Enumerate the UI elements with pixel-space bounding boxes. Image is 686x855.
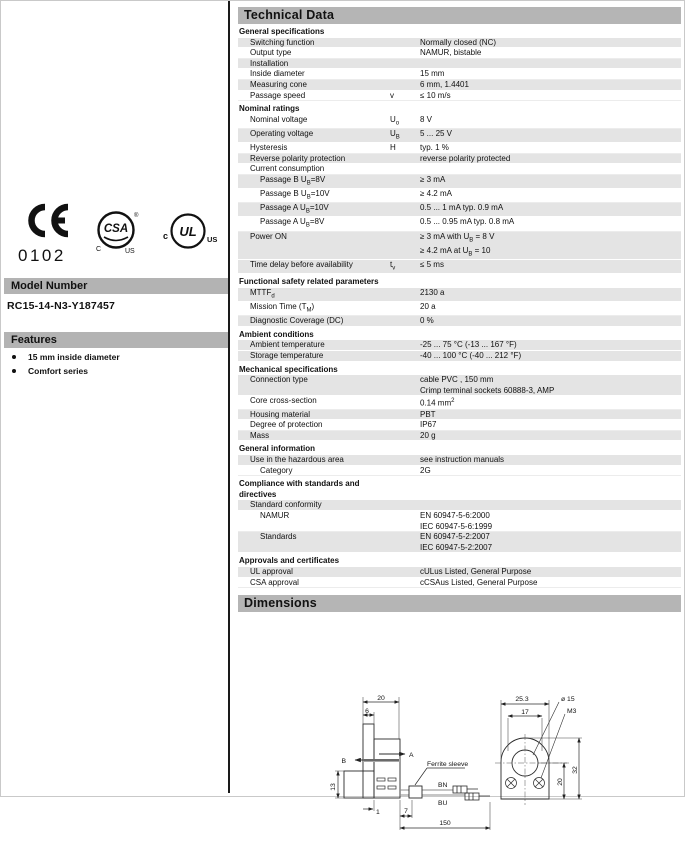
bullet-icon [12, 369, 16, 373]
bullet-icon [12, 355, 16, 359]
spec-label: Reverse polarity protection [250, 153, 346, 163]
spec-label: Category [260, 465, 293, 475]
spec-symbol: $U_o$ [390, 114, 400, 127]
sensing-plane [363, 759, 400, 762]
spec-label: CSA approval [250, 577, 299, 587]
spec-row [238, 143, 681, 154]
spec-label: Output type [250, 48, 292, 58]
spec-row [238, 288, 681, 302]
spec-value: ≤ 5 ms [420, 260, 444, 270]
dimension-drawing [326, 690, 681, 855]
section-header-label: Mechanical specifications [239, 364, 338, 374]
spec-row [238, 302, 681, 316]
section-header [238, 104, 681, 115]
spec-row [238, 129, 681, 143]
spec-symbol: H [390, 143, 396, 153]
spec-label: Switching function [250, 37, 315, 47]
dim-20b: 20 [557, 778, 564, 786]
spec-row [238, 532, 681, 553]
spec-row [238, 375, 681, 396]
spec-value: ≤ 10 m/s [420, 90, 451, 100]
crimp-terminals [453, 786, 490, 800]
ce-number: 0102 [18, 246, 66, 265]
dim-17: 17 [521, 709, 529, 717]
csa-us: US [125, 248, 135, 255]
spec-value: -25 ... 75 °C (-13 ... 167 °F) [420, 340, 517, 350]
section-header-label: Approvals and certificates [239, 556, 340, 566]
spec-row [238, 164, 681, 175]
spec-label: Housing material [250, 409, 311, 419]
main-column [232, 1, 686, 855]
spec-label: Passage A $U_B=8V$ [260, 217, 325, 230]
spec-label: Power ON [250, 231, 287, 241]
spec-label: Mass [250, 430, 270, 440]
spec-row [238, 340, 681, 351]
dim-7: 7 [404, 808, 408, 816]
spec-label: Passage B $U_B=10V$ [260, 189, 330, 201]
dim-6: 6 [365, 708, 369, 716]
spec-label: Measuring cone [250, 79, 307, 89]
spec-label: Degree of protection [250, 420, 323, 430]
spec-label: Connection type [250, 375, 308, 385]
spec-value: NAMUR, bistable [420, 48, 482, 58]
ferrite-sleeve [409, 786, 422, 798]
section-header [238, 27, 681, 38]
feature-item: 15 mm inside diameter [9, 350, 224, 364]
spec-value: 2130 a [420, 287, 445, 297]
spec-value: typ. 1 % [420, 143, 449, 153]
spec-row [238, 500, 681, 511]
spec-row [238, 59, 681, 70]
spec-value: cable PVC , 150 mm Crimp terminal sockets 60888-3, AMP [420, 375, 555, 395]
section-header [238, 556, 681, 567]
spec-value: 0.5 ... 1 mA typ. 0.9 mA [420, 203, 504, 213]
section-header-label: Nominal ratings [239, 104, 300, 114]
spec-row [238, 80, 681, 91]
dim-20: 20 [377, 695, 385, 703]
front-view [495, 700, 582, 805]
spec-value: 5 ... 25 V [420, 128, 453, 138]
section-header-label: General specifications [239, 27, 325, 36]
spec-value: cULus Listed, General Purpose [420, 566, 532, 576]
csa-logo [96, 212, 139, 255]
spec-value: reverse polarity protected [420, 153, 511, 163]
spec-row [238, 69, 681, 80]
spec-value: EN 60947-5-2:2007 IEC 60947-5-2:2007 [420, 532, 493, 552]
spec-label: Current consumption [250, 164, 325, 174]
spec-value: IP67 [420, 420, 437, 430]
spec-row [238, 578, 681, 589]
spec-label: Passage speed [250, 90, 306, 100]
model-number-header: Model Number [4, 278, 228, 294]
features-list [9, 350, 224, 378]
spec-label: Standards [260, 532, 297, 542]
spec-value: 15 mm [420, 69, 445, 79]
ul-logo [163, 215, 217, 248]
dim-32: 32 [572, 766, 579, 774]
spec-row [238, 455, 681, 466]
spec-label: Storage temperature [250, 350, 324, 360]
spec-value: ≥ 4.2 mA [420, 189, 452, 199]
section-header [238, 479, 681, 500]
spec-label: Core cross-section [250, 396, 317, 406]
section-header-label: Ambient conditions [239, 329, 314, 339]
csa-c: C [96, 246, 102, 253]
spec-label: Diagnostic Coverage (DC) [250, 316, 344, 326]
spec-value: 0.14 $mm^2$ [420, 398, 455, 408]
technical-data-table [238, 27, 681, 588]
spec-row [238, 316, 681, 327]
section-header [238, 365, 681, 376]
label-a: A [409, 752, 414, 760]
spec-label: Hysteresis [250, 143, 288, 153]
section-header [238, 444, 681, 455]
spec-label: Nominal voltage [250, 114, 308, 124]
section-header [238, 277, 681, 288]
spec-value: -40 ... 100 °C (-40 ... 212 °F) [420, 350, 522, 360]
section-header [238, 330, 681, 341]
dim-1: 1 [376, 809, 380, 817]
spec-row [238, 217, 681, 231]
spec-label: Inside diameter [250, 69, 305, 79]
svg-text:CSA: CSA [103, 223, 129, 235]
spec-label: Ambient temperature [250, 340, 325, 350]
dim-13: 13 [330, 783, 337, 791]
spec-value: ≥ 3 mA [420, 174, 446, 184]
spec-value: 8 V [420, 114, 433, 124]
technical-data-header: Technical Data [238, 7, 681, 24]
spec-value: PBT [420, 409, 436, 419]
svg-text:UL: UL [179, 224, 197, 239]
spec-row [238, 91, 681, 102]
certification-logos [1, 196, 230, 268]
spec-label: UL approval [250, 566, 293, 576]
spec-row [238, 511, 681, 532]
ul-us: US [207, 235, 218, 244]
spec-row [238, 115, 681, 129]
spec-value: 2G [420, 465, 431, 475]
section-header-label: Compliance with standards and directives [239, 479, 360, 499]
dimensions-header: Dimensions [238, 595, 681, 612]
section-header-label: General information [239, 444, 316, 454]
spec-row [238, 260, 681, 274]
section-header-label: Functional safety related parameters [239, 277, 379, 287]
label-bu: BU [438, 800, 448, 808]
spec-row [238, 396, 681, 409]
spec-row [238, 351, 681, 362]
label-b: B [341, 758, 346, 766]
dim-150: 150 [439, 820, 451, 828]
spec-label: Use in the hazardous area [250, 454, 344, 464]
spec-label: Passage B $U_B=8V$ [260, 174, 326, 187]
spec-row [238, 189, 681, 203]
ul-c: c [163, 231, 169, 241]
spec-label: $MTTF_d$ [250, 287, 275, 300]
spec-row [238, 175, 681, 189]
spec-value: 20 g [420, 430, 436, 440]
spec-row [238, 466, 681, 477]
spec-symbol: $U_B$ [390, 128, 400, 141]
spec-value: see instruction manuals [420, 454, 505, 464]
feature-item: Comfort series [9, 364, 224, 378]
spec-value: 20 a [420, 302, 436, 311]
csa-registered: ® [134, 213, 139, 219]
features-header: Features [4, 332, 228, 348]
spec-row [238, 38, 681, 49]
spec-row [238, 410, 681, 421]
spec-symbol: $t_v$ [390, 260, 396, 272]
dim-25-3: 25.3 [515, 696, 529, 704]
spec-row [238, 154, 681, 165]
spec-row [238, 420, 681, 431]
spec-value: EN 60947-5-6:2000 IEC 60947-5-6:1999 [420, 510, 493, 531]
spec-value: Normally closed (NC) [420, 37, 497, 47]
label-ferrite-sleeve: Ferrite sleeve [427, 761, 469, 769]
spec-row [238, 203, 681, 217]
spec-value: ≥ 3 mA with $U_B = 8$ V ≥ 4.2 mA at $U_B = 10$ [420, 231, 495, 258]
spec-row [238, 232, 681, 260]
spec-label: Installation [250, 58, 289, 68]
sidebar [1, 1, 230, 793]
label-bn: BN [438, 782, 448, 790]
spec-label: Operating voltage [250, 128, 314, 138]
spec-value: 6 mm, 1.4401 [420, 79, 469, 89]
spec-value: 0 % [420, 316, 434, 326]
dim-m3: M3 [567, 708, 577, 716]
ce-logo [31, 207, 68, 234]
spec-label: NAMUR [260, 510, 290, 520]
model-number-value: RC15-14-N3-Y187457 [7, 300, 116, 312]
spec-row [238, 567, 681, 578]
spec-row [238, 48, 681, 59]
spec-row [238, 431, 681, 442]
spec-label: Mission Time $(T_M)$ [250, 302, 315, 314]
spec-label: Passage A $U_B=10V$ [260, 203, 329, 215]
spec-value: 0.5 ... 0.95 mA typ. 0.8 mA [420, 217, 515, 227]
dim-dia15: ø 15 [561, 696, 575, 704]
spec-value: cCSAus Listed, General Purpose [420, 577, 538, 587]
spec-symbol: v [390, 90, 394, 100]
spec-label: Time delay before availability [250, 260, 353, 270]
spec-label: Standard conformity [250, 500, 322, 510]
